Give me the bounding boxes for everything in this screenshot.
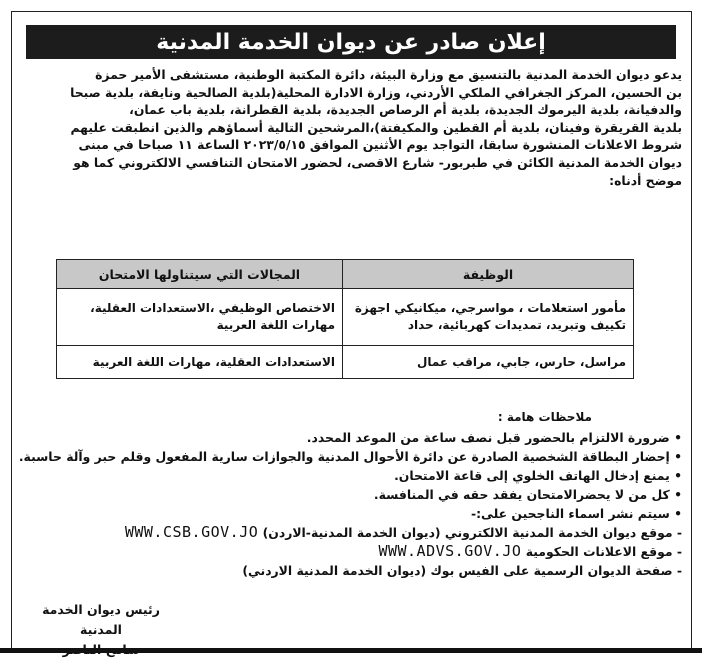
header-job: الوظيفة bbox=[343, 260, 634, 289]
fields-line: مهارات اللغة العربية bbox=[216, 318, 335, 332]
fields-line: الاستعدادات العقلية، مهارات اللغة العربية bbox=[92, 354, 335, 369]
announcement-title: إعلان صادر عن ديوان الخدمة المدنية bbox=[26, 25, 676, 59]
fields-line: الاختصاص الوظيفي ،الاستعدادات العقلية، bbox=[90, 301, 335, 315]
channel-text: - صفحة الديوان الرسمية على الفيس بوك (ديوان الخدمة المدنية الاردني) bbox=[242, 563, 682, 578]
job-line: مأمور استعلامات ، مواسرجي، ميكانيكي اجهزة bbox=[354, 301, 626, 315]
bottom-divider bbox=[0, 648, 702, 653]
table-row bbox=[57, 289, 634, 346]
notes-list bbox=[12, 428, 682, 580]
exam-fields-cell bbox=[57, 289, 343, 346]
note-item: • يمنع إدخال الهاتف الخلوي إلى قاعة الامتحان. bbox=[394, 468, 682, 483]
channel-text: - موقع ديوان الخدمة المدنية الالكتروني (ديوان الخدمة المدنية-الاردن) bbox=[262, 525, 682, 540]
job-cell bbox=[343, 346, 634, 379]
job-line: مراسل، حارس، جابي، مراقب عمال bbox=[416, 354, 626, 369]
signature-title: رئيس ديوان الخدمة المدنية bbox=[42, 602, 160, 637]
job-line: تكييف وتبريد، تمديدات كهربائية، حداد bbox=[407, 318, 626, 332]
intro-line: شروط الاعلانات المنشورة سابقا، التواجد يوم الأثنين الموافق ٢٠٢٣/٥/١٥ الساعة ١١ صباحا في مبنى bbox=[78, 137, 682, 153]
intro-line: موضح أدناه: bbox=[609, 172, 682, 188]
intro-line: والدفيانة، بلدية اليرموك الجديدة، بلدية أم الرصاص الجديدة، بلدية القطرانة، بلدية باب عمان، bbox=[129, 102, 682, 118]
channel-url[interactable]: WWW.ADVS.GOV.JO bbox=[378, 542, 522, 560]
exam-fields-cell bbox=[57, 346, 343, 379]
channel-url[interactable]: WWW.CSB.GOV.JO bbox=[124, 523, 259, 541]
jobs-table bbox=[56, 259, 634, 379]
note-item: • سيتم نشر اسماء الناجحين على:- bbox=[470, 506, 682, 521]
intro-line: بن الحسين، المركز الجغرافي الملكي الأردني، وزارة الادارة المحلية(بلدية الصالحية ونايفة، بلدية صبحا bbox=[70, 84, 682, 100]
notes-title: ملاحظات هامة : bbox=[497, 410, 592, 424]
job-cell bbox=[343, 289, 634, 346]
note-item: • كل من لا يحضرالامتحان يفقد حقه في المنافسة. bbox=[373, 487, 682, 502]
table-row bbox=[57, 346, 634, 379]
channel-text: - موقع الاعلانات الحكومية bbox=[525, 544, 682, 559]
intro-line: ديوان الخدمة المدنية الكائن في طبربور- شارع الاقصى، لحضور الامتحان التنافسي الالكتروني كما هو bbox=[73, 154, 682, 170]
note-item: • ضرورة الالتزام بالحضور قبل نصف ساعة من الموعد المحدد. bbox=[306, 430, 682, 445]
channel-item bbox=[12, 561, 682, 580]
announcement-intro bbox=[22, 66, 682, 189]
note-item: • إحضار البطاقة الشخصية الصادرة عن دائرة الأحوال المدنية والجوازات سارية المفعول وقلم حبر وآلة حاسبة. bbox=[18, 449, 682, 464]
intro-line: يدعو ديوان الخدمة المدنية بالتنسيق مع وزارة البيئة، دائرة المكتبة الوطنية، مستشفى الأمير حمزة bbox=[95, 67, 682, 82]
channel-item bbox=[12, 542, 682, 561]
intro-line: بلدية القريقرة وفينان، بلدية أم القطين والمكيفتة)،المرشحين التالية أسماؤهم والذين انطبقت عليهم bbox=[70, 119, 682, 135]
channel-item bbox=[12, 523, 682, 542]
header-exam-fields: المجالات التي سيتناولها الامتحان bbox=[57, 260, 343, 289]
table-header-row bbox=[57, 260, 634, 289]
